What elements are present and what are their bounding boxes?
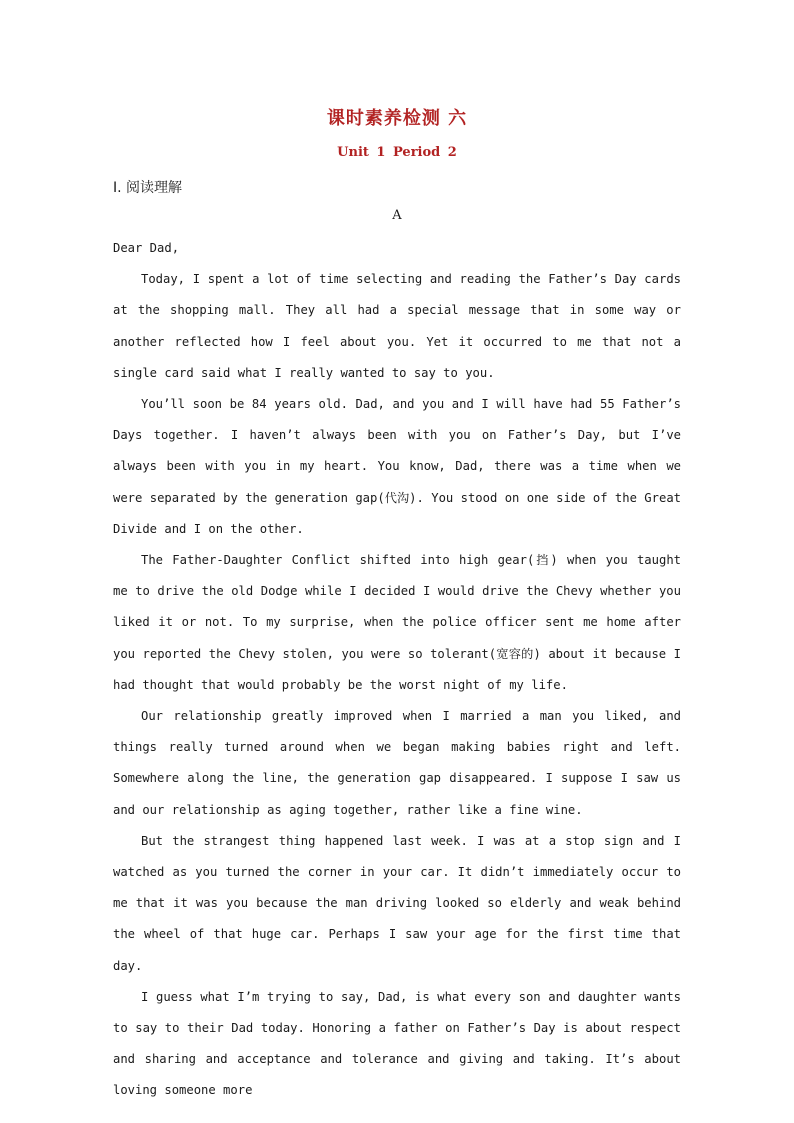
- letter-paragraph-4: Our relationship greatly improved when I married a man you liked, and things really turned around when we began making babies right and left. Somewhere along the line, the generation gap disappeared. I suppose I saw us and our relationship as aging together, rather like a fine wine.: [113, 709, 681, 817]
- letter-paragraph-5: But the strangest thing happened last week. I was at a stop sign and I watched as you turned the corner in your car. It didn’t immediately occur to me that it was you because the man driving looked so elderly and weak behind the wheel of that huge car. Perhaps I saw your age for the first time that day.: [113, 833, 681, 973]
- page-subtitle: Unit 1 Period 2: [337, 145, 457, 160]
- page-title: 课时素养检测 六: [326, 108, 468, 129]
- section-heading: Ⅰ. 阅读理解: [113, 180, 183, 196]
- letter-paragraph-6: I guess what I’m trying to say, Dad, is what every son and daughter wants to say to their Dad today. Honoring a father on Father’s Day is about respect and sharing and acceptance and tolerance and giving and taking. It’s about loving someone more: [113, 989, 681, 1098]
- passage-label: A: [392, 208, 402, 223]
- letter-salutation: Dear Dad,: [113, 241, 180, 255]
- letter-paragraph-2: You’ll soon be 84 years old. Dad, and you and I will have had 55 Father’s Days together. I haven’t always been with you on Father’s Day, but I’ve always been with you in my heart. You know, Dad, there was a time when we were separated by the generation gap(代沟). You stood on one side of the Great Divide and I on the other.: [113, 397, 681, 536]
- letter-paragraph-1: Today, I spent a lot of time selecting and reading the Father’s Day cards at the shopping mall. They all had a special message that in some way or another reflected how I feel about you. Yet it occurred to me that not a single card said what I really wanted to say to you.: [113, 272, 681, 380]
- letter-paragraph-3: The Father-Daughter Conflict shifted into high gear(挡) when you taught me to drive the old Dodge while I decided I would drive the Chevy whether you liked it or not. To my surprise, when the police officer sent me home after you reported the Chevy stolen, you were so tolerant(宽容的) about it because I had thought that would probably be the worst night of my life.: [113, 553, 681, 692]
- letter-body: [113, 233, 681, 1107]
